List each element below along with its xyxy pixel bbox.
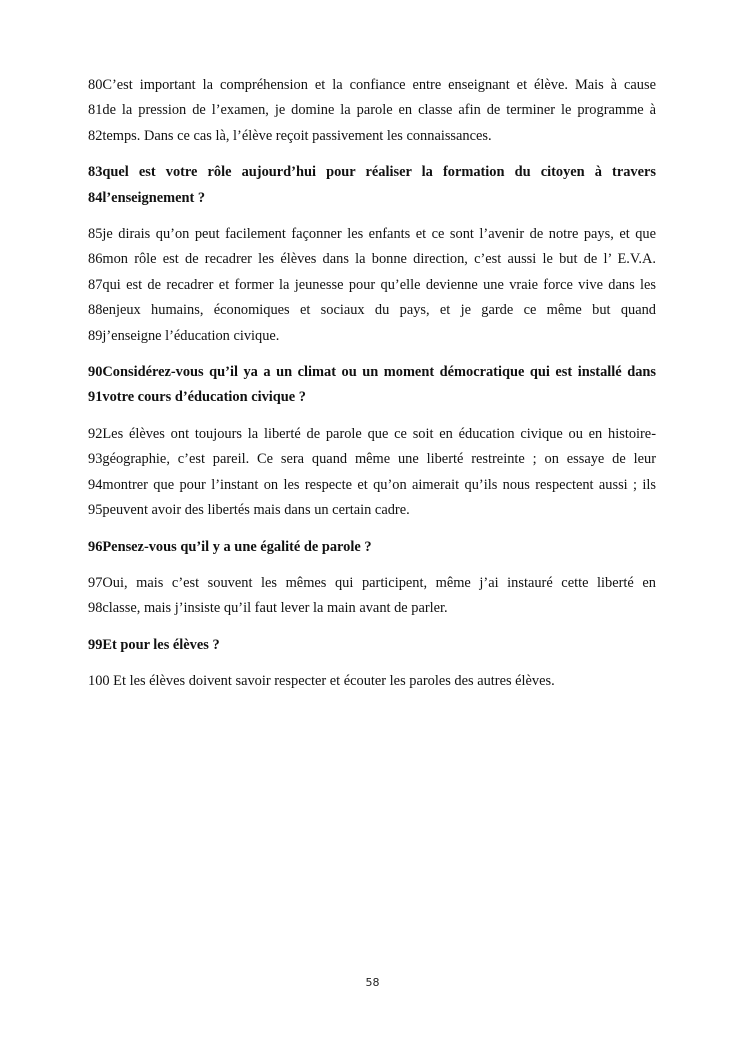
question-paragraph [88, 160, 656, 211]
text-line: 94montrer que pour l’instant on les respecte et qu’on aimerait qu’ils nous respectent aussi ; ils [88, 476, 656, 493]
text-line: 90Considérez-vous qu’il ya a un climat ou un moment démocratique qui est installé dans [88, 364, 656, 381]
text-line: 96Pensez-vous qu’il y a une égalité de parole ? [88, 538, 372, 555]
answer-paragraph [88, 73, 656, 149]
text-line: 84l’enseignement ? [88, 189, 206, 206]
text-line: 82temps. Dans ce cas là, l’élève reçoit passivement les connaissances. [88, 127, 492, 144]
text-line: 91votre cours d’éducation civique ? [88, 389, 306, 406]
page-number: 58 [365, 976, 380, 989]
text-line: 98classe, mais j’insiste qu’il faut lever la main avant de parler. [88, 600, 448, 617]
text-line: 88enjeux humains, économiques et sociaux du pays, et je garde ce même but quand [88, 302, 656, 319]
question-paragraph [88, 633, 656, 658]
text-line: 87qui est de recadrer et former la jeunesse pour qu’elle devienne une vraie force vive dans les [88, 276, 656, 293]
text-line: 89j’enseigne l’éducation civique. [88, 327, 280, 344]
text-line: 85je dirais qu’on peut facilement façonner les enfants et ce sont l’avenir de notre pays, et que [88, 226, 656, 243]
text-line: 81de la pression de l’examen, je domine la parole en classe afin de terminer le programme à [88, 102, 656, 119]
text-line: 99Et pour les élèves ? [88, 636, 220, 653]
text-line: 80C’est important la compréhension et la confiance entre enseignant et élève. Mais à cause [88, 77, 656, 93]
text-line: 83quel est votre rôle aujourd’hui pour réaliser la formation du citoyen à travers [88, 164, 656, 181]
question-paragraph [88, 360, 656, 411]
text-line: 93géographie, c’est pareil. Ce sera quand même une liberté restreinte ; on essaye de leur [88, 451, 656, 468]
text-line: 100 Et les élèves doivent savoir respecter et écouter les paroles des autres élèves. [88, 673, 555, 690]
answer-paragraph [88, 422, 656, 524]
text-line: 86mon rôle est de recadrer les élèves dans la bonne direction, c’est aussi le but de l’ E.V.A. [88, 251, 656, 268]
answer-paragraph [88, 669, 656, 694]
answer-paragraph [88, 571, 656, 622]
text-line: 95peuvent avoir des libertés mais dans un certain cadre. [88, 502, 410, 519]
text-line: 92Les élèves ont toujours la liberté de parole que ce soit en éducation civique ou en histoire- [88, 425, 656, 442]
document-body [88, 73, 656, 706]
text-line: 97Oui, mais c’est souvent les mêmes qui participent, même j’ai instauré cette liberté en [88, 574, 656, 591]
answer-paragraph [88, 222, 656, 349]
question-paragraph [88, 535, 656, 560]
